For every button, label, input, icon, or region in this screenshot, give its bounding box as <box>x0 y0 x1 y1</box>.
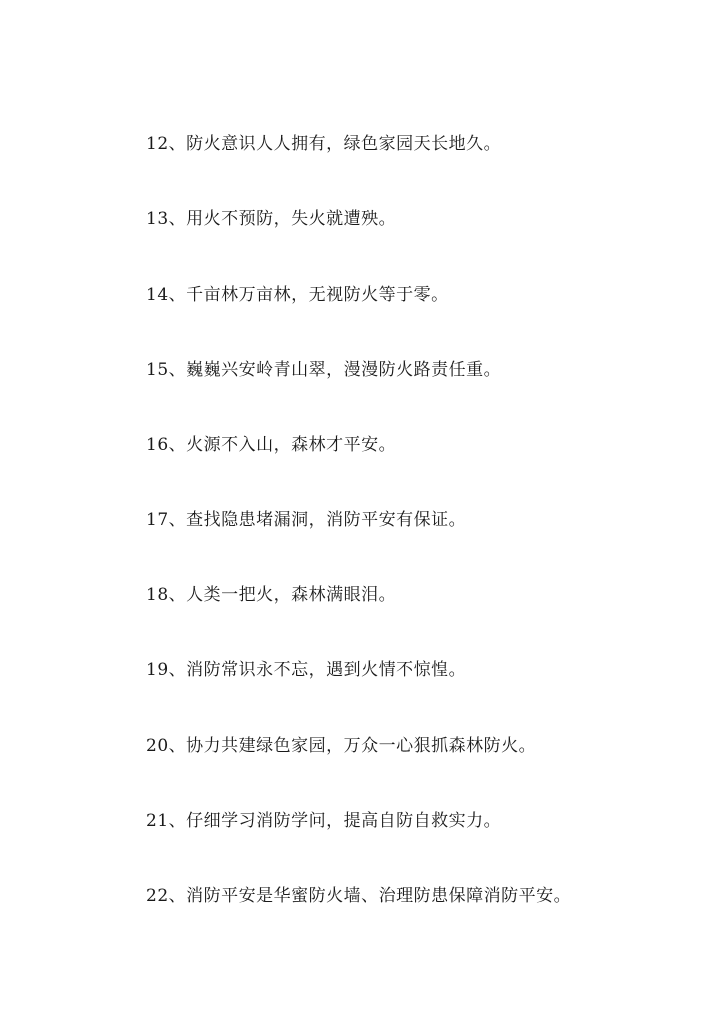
slogan-line-21: 21、仔细学习消防学问，提高自防自救实力。 <box>146 811 502 831</box>
slogan-line-13: 13、用火不预防，失火就遭殃。 <box>146 209 397 229</box>
slogan-line-16: 16、火源不入山，森林才平安。 <box>146 435 397 455</box>
slogan-line-15: 15、巍巍兴安岭青山翠，漫漫防火路责任重。 <box>146 360 502 380</box>
slogan-line-20: 20、协力共建绿色家园，万众一心狠抓森林防火。 <box>146 736 537 756</box>
slogan-line-17: 17、查找隐患堵漏洞，消防平安有保证。 <box>146 510 467 530</box>
slogan-line-22: 22、消防平安是华蜜防火墙、治理防患保障消防平安。 <box>146 886 572 906</box>
slogan-line-14: 14、千亩林万亩林，无视防火等于零。 <box>146 285 449 305</box>
slogan-line-19: 19、消防常识永不忘，遇到火情不惊惶。 <box>146 660 467 680</box>
slogan-line-12: 12、防火意识人人拥有，绿色家园天长地久。 <box>146 134 502 154</box>
slogan-line-18: 18、人类一把火，森林满眼泪。 <box>146 585 397 605</box>
